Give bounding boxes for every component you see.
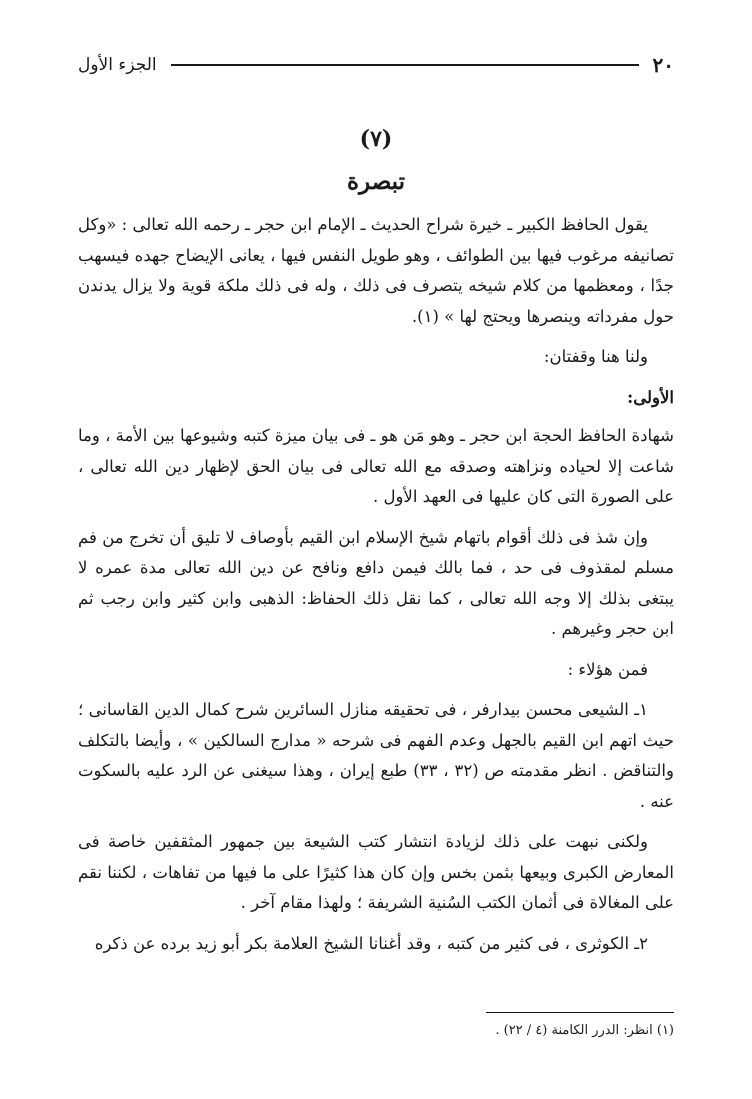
- section-title: تبصرة: [346, 168, 406, 195]
- paragraph-item-1: ١ـ الشيعى محسن بيدارفر ، فى تحقيقه منازل السائرين شرح كمال الدين القاسانى ؛ حيث اتهم ابن القيم بالجهل وعدم الفهم فى شرحه « مدارج السالكين » ، وأيضا بالتكلف والتناقض . انظر مقدمته ص (٣٢ ، ٣٣) طبع إيران ، وهذا سيغنى عن الرد عليه بالسكوت عنه .: [78, 700, 674, 811]
- paragraph-accusers: وإن شذ فى ذلك أقوام باتهام شيخ الإسلام ابن القيم بأوصاف لا تليق أن تخرج من فم مسلم لمقذوف فى حد ، فما بالك فيمن دافع ونافح عن دين الله تعالى مدة عمره لا يبتغى بذلك إلا وجه الله تعالى ، كما نقل ذلك الحفاظ: الذهبى وابن كثير وابن رجب ثم ابن حجر وغيرهم .: [78, 527, 674, 638]
- paragraph-intro: ولنا هنا وقفتان:: [543, 347, 648, 366]
- body-text: [78, 210, 674, 969]
- page-number: ٢٠: [652, 53, 674, 77]
- paragraph-item-2: ٢ـ الكوثرى ، فى كثير من كتبه ، وقد أغنانا الشيخ العلامة بكر أبو زيد برده عن ذكره: [94, 933, 648, 953]
- header-rule: [171, 64, 639, 66]
- section-number: (٧): [359, 126, 393, 152]
- footnote-rule: [486, 1012, 674, 1013]
- footnote: (١) انظر: الدرر الكامنة (٤ / ٢٢) .: [495, 1023, 674, 1038]
- paragraph-testimony: شهادة الحافظ الحجة ابن حجر ـ وهو مَن هو ـ فى بيان ميزة كتبه وشيوعها بين الأمة ، وما شاعت إلا لحياده ونزاهته وصدقه مع الله تعالى فى بيان الحق لإظهار دين الله تعالى ، على الصورة التى كان عليها فى العهد الأول .: [78, 426, 674, 506]
- paragraph-quote: يقول الحافظ الكبير ـ خيرة شراح الحديث ـ الإمام ابن حجر ـ رحمه الله تعالى : «وكل تصانيفه مرغوب فيها بين الطوائف ، وهو طويل النفس فيها ، يعانى الإيضاح جهده فيسهب جدًا ، ومعظمها من كلام شيخه يتصرف فى ذلك ، وله فى ذلك ملكة قوية ولا يزال يدندن حول مفرداته وينصرها ويحتج لها » (١).: [78, 215, 674, 326]
- running-header: [78, 52, 674, 78]
- volume-title: الجزء الأول: [78, 55, 157, 75]
- paragraph-note: ولكنى نبهت على ذلك لزيادة انتشار كتب الشيعة بين جمهور المثقفين خاصة فى المعارض الكبرى وبيعها بثمن بخس وإن كان هذا كثيرًا على ما فيها من تفاهات ، لكننا نقم على المغالاة فى أثمان الكتب السُنية الشريفة ؛ ولهذا مقام آخر .: [78, 832, 674, 912]
- paragraph-among-them: فمن هؤلاء :: [567, 659, 648, 679]
- subheading-first: الأولى:: [627, 387, 674, 407]
